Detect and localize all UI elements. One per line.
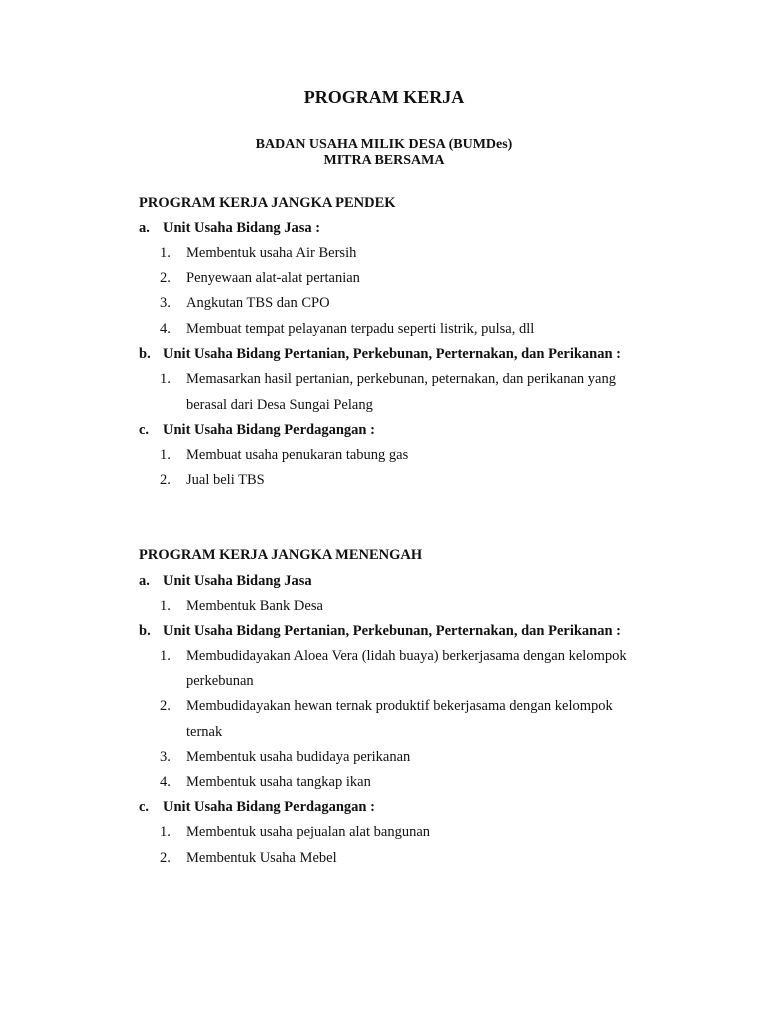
item-continuation: perkebunan — [186, 673, 254, 689]
item-number: 1. — [160, 648, 171, 664]
item-text: Jual beli TBS — [186, 472, 265, 488]
item-continuation: ternak — [186, 724, 223, 740]
item-number: 4. — [160, 321, 171, 337]
item-text: Membentuk Bank Desa — [186, 598, 323, 614]
list-item — [160, 471, 265, 489]
list-item — [160, 773, 371, 791]
item-text: Membentuk usaha Air Bersih — [186, 245, 357, 261]
list-item — [160, 823, 430, 841]
item-number: 2. — [160, 270, 171, 286]
unit-letter: c. — [139, 422, 150, 438]
item-number: 2. — [160, 698, 171, 714]
item-text: Membudidayakan hewan ternak produktif bekerjasama dengan kelompok — [186, 698, 613, 714]
item-text: Penyewaan alat-alat pertanian — [186, 270, 360, 286]
item-number: 1. — [160, 598, 171, 614]
item-number: 3. — [160, 749, 171, 765]
unit-title: Unit Usaha Bidang Perdagangan : — [163, 799, 375, 815]
unit-heading — [139, 572, 312, 590]
list-item — [160, 320, 534, 338]
unit-letter: c. — [139, 799, 150, 815]
item-text: Angkutan TBS dan CPO — [186, 295, 330, 311]
item-text: Membuat tempat pelayanan terpadu seperti listrik, pulsa, dll — [186, 321, 535, 337]
unit-title: Unit Usaha Bidang Pertanian, Perkebunan, Perternakan, dan Perikanan : — [163, 346, 622, 362]
unit-heading — [139, 219, 320, 237]
list-item — [160, 370, 616, 388]
unit-title: Unit Usaha Bidang Pertanian, Perkebunan, Perternakan, dan Perikanan : — [163, 623, 622, 639]
item-number: 2. — [160, 472, 171, 488]
document-title: PROGRAM KERJA — [303, 87, 465, 107]
list-item — [160, 647, 627, 665]
list-item — [160, 269, 360, 287]
list-item — [160, 597, 323, 615]
item-number: 1. — [160, 447, 171, 463]
unit-title: Unit Usaha Bidang Perdagangan : — [163, 422, 375, 438]
item-number: 2. — [160, 850, 171, 866]
item-text: Membentuk usaha tangkap ikan — [186, 774, 371, 790]
unit-heading — [139, 798, 375, 816]
item-text: Membentuk usaha pejualan alat bangunan — [186, 824, 431, 840]
item-number: 1. — [160, 371, 171, 387]
section-heading-short-term: PROGRAM KERJA JANGKA PENDEK — [139, 195, 396, 211]
item-continuation: berasal dari Desa Sungai Pelang — [186, 397, 373, 413]
list-item — [160, 446, 408, 464]
unit-letter: b. — [139, 346, 151, 362]
item-number: 1. — [160, 245, 171, 261]
unit-letter: a. — [139, 220, 150, 236]
section-heading-medium-term: PROGRAM KERJA JANGKA MENENGAH — [139, 547, 423, 563]
list-item — [160, 294, 330, 312]
list-item — [160, 849, 337, 867]
list-item — [160, 748, 410, 766]
item-text: Membudidayakan Aloea Vera (lidah buaya) berkerjasama dengan kelompok — [186, 648, 627, 664]
unit-title: Unit Usaha Bidang Jasa — [163, 573, 312, 589]
list-item — [160, 244, 356, 262]
item-number: 3. — [160, 295, 171, 311]
document-subtitle-line1: BADAN USAHA MILIK DESA (BUMDes) — [255, 137, 513, 152]
unit-heading — [139, 421, 375, 439]
unit-title: Unit Usaha Bidang Jasa : — [163, 220, 321, 236]
unit-heading — [139, 345, 621, 363]
item-number: 1. — [160, 824, 171, 840]
item-text: Membentuk Usaha Mebel — [186, 850, 337, 866]
item-text: Memasarkan hasil pertanian, perkebunan, peternakan, dan perikanan yang — [186, 371, 616, 387]
unit-letter: b. — [139, 623, 151, 639]
item-number: 4. — [160, 774, 171, 790]
item-text: Membuat usaha penukaran tabung gas — [186, 447, 409, 463]
list-item — [160, 697, 613, 715]
unit-letter: a. — [139, 573, 150, 589]
item-text: Membentuk usaha budidaya perikanan — [186, 749, 411, 765]
unit-heading — [139, 622, 621, 640]
document-subtitle-line2: MITRA BERSAMA — [323, 153, 445, 168]
